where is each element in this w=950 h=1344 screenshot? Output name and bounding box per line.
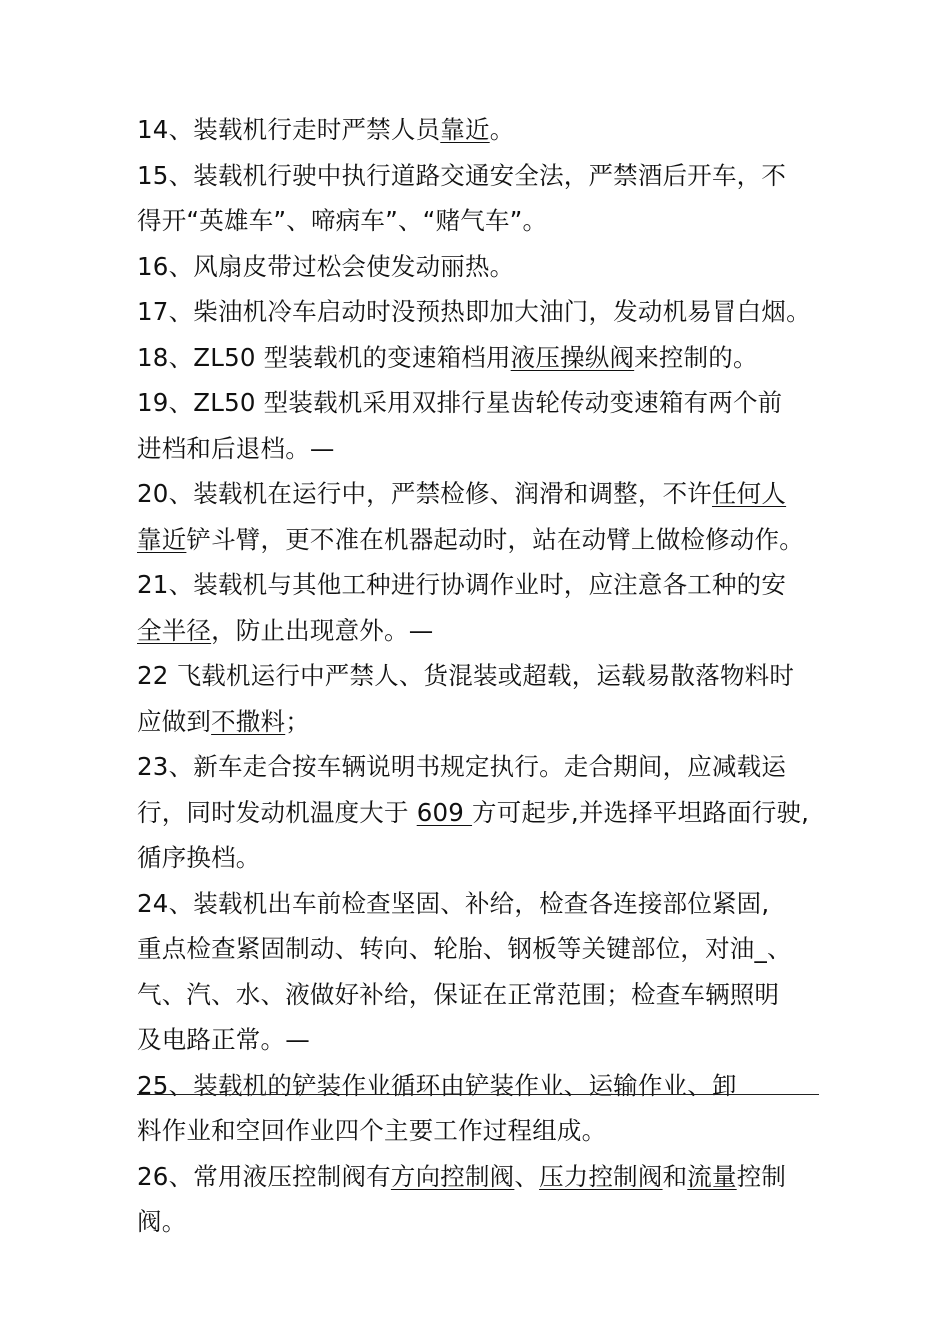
text-line xyxy=(137,972,827,1018)
text-line xyxy=(137,380,827,426)
underlined-answer: 靠近 xyxy=(440,115,490,144)
underlined-answer: 609 xyxy=(416,797,473,827)
underlined-answer: 靠近 xyxy=(137,524,187,554)
text-segment: 15、装载机行驶中执行道路交通安全法，严禁酒后开车，不 xyxy=(137,160,787,190)
text-segment: 方可起步,并选择平坦路面行驶, xyxy=(472,797,810,827)
text-line xyxy=(137,471,827,517)
text-line xyxy=(137,289,827,335)
text-line xyxy=(137,1017,827,1063)
underlined-answer: 全半径 xyxy=(137,615,212,645)
text-line xyxy=(137,653,827,699)
text-segment: 及电路正常。— xyxy=(137,1025,310,1054)
text-line xyxy=(137,881,827,927)
text-segment: 16、风扇皮带过松会使发动丽热。 xyxy=(137,251,515,281)
text-line xyxy=(137,244,827,290)
underlined-answer: 流量 xyxy=(687,1161,737,1191)
text-segment: 铲斗臂，更不准在机器起动时，站在动臂上做检修动作。 xyxy=(186,524,804,554)
text-line xyxy=(137,426,827,472)
text-segment: 应做到 xyxy=(137,706,212,736)
text-line xyxy=(137,198,827,244)
text-segment: 24、装载机出车前检查坚固、补给，检查各连接部位紧固, xyxy=(137,888,770,918)
text-segment: 进档和后退档。— xyxy=(137,433,335,463)
text-segment: 26、常用液压控制阀有 xyxy=(137,1161,391,1191)
text-line xyxy=(137,790,827,836)
text-segment: 行，同时发动机温度大于 xyxy=(137,797,417,827)
horizontal-rule xyxy=(137,1094,819,1095)
text-segment: ，防止出现意外。— xyxy=(211,615,434,645)
text-segment: 18、ZL50 型装载机的变速箱档用 xyxy=(137,342,511,372)
text-line xyxy=(137,835,827,881)
text-line xyxy=(137,608,827,654)
text-segment: 19、ZL50 型装载机采用双排行星齿轮传动变速箱有两个前 xyxy=(137,388,783,417)
text-segment: 17、柴油机冷车启动时没预热即加大油门，发动机易冒白烟。 xyxy=(137,297,811,326)
text-segment: 循序换档。 xyxy=(137,843,261,872)
text-segment: 23、新车走合按车辆说明书规定执行。走合期间，应减载运 xyxy=(137,752,787,781)
text-segment: 14、装载机行走时严禁人员 xyxy=(137,115,441,144)
text-segment: 控制 xyxy=(736,1161,787,1191)
text-segment: 21、装载机与其他工种进行协调作业时，应注意各工种的安 xyxy=(137,570,787,599)
text-line xyxy=(137,926,827,972)
text-line xyxy=(137,1154,827,1200)
text-segment: 气、汽、水、液做好补给，保证在正常范围；检查车辆照明 xyxy=(137,979,780,1009)
text-line xyxy=(137,517,827,563)
text-line xyxy=(137,744,827,790)
text-segment: 重点检查紧固制动、转向、轮胎、钢板等关键部位，对油_、 xyxy=(137,934,792,963)
text-segment: ； xyxy=(285,706,310,736)
text-segment: 和 xyxy=(662,1161,688,1191)
text-line xyxy=(137,1199,827,1245)
text-segment: 。 xyxy=(489,115,515,144)
underlined-answer: 压力控制阀 xyxy=(539,1161,663,1191)
text-segment: 来控制的。 xyxy=(634,342,758,372)
text-line xyxy=(137,699,827,745)
text-segment: 22 飞载机运行中严禁人、货混装或超载，运载易散落物料时 xyxy=(137,661,795,690)
text-line xyxy=(137,335,827,381)
text-segment: 料作业和空回作业四个主要工作过程组成。 xyxy=(137,1116,607,1145)
document-body xyxy=(137,107,827,1245)
underlined-answer: 不撒料 xyxy=(211,706,286,736)
underlined-answer: 方向控制阀 xyxy=(390,1161,515,1191)
text-line xyxy=(137,562,827,608)
text-segment: 20、装载机在运行中，严禁检修、润滑和调整，不许 xyxy=(137,479,712,508)
text-line xyxy=(137,1063,827,1109)
text-segment: 得开“英雄车”、啼病车”、“赌气车”。 xyxy=(137,206,548,235)
text-line xyxy=(137,153,827,199)
text-line xyxy=(137,107,827,153)
text-segment: 、 xyxy=(514,1161,540,1191)
underlined-answer: 液压操纵阀 xyxy=(510,342,635,372)
text-line xyxy=(137,1108,827,1154)
text-segment: 阀。 xyxy=(137,1207,187,1236)
text-segment: 25、装载机的铲装作业循环由铲装作业、运输作业、卸 xyxy=(137,1070,737,1100)
underlined-answer: 任何人 xyxy=(711,479,787,508)
